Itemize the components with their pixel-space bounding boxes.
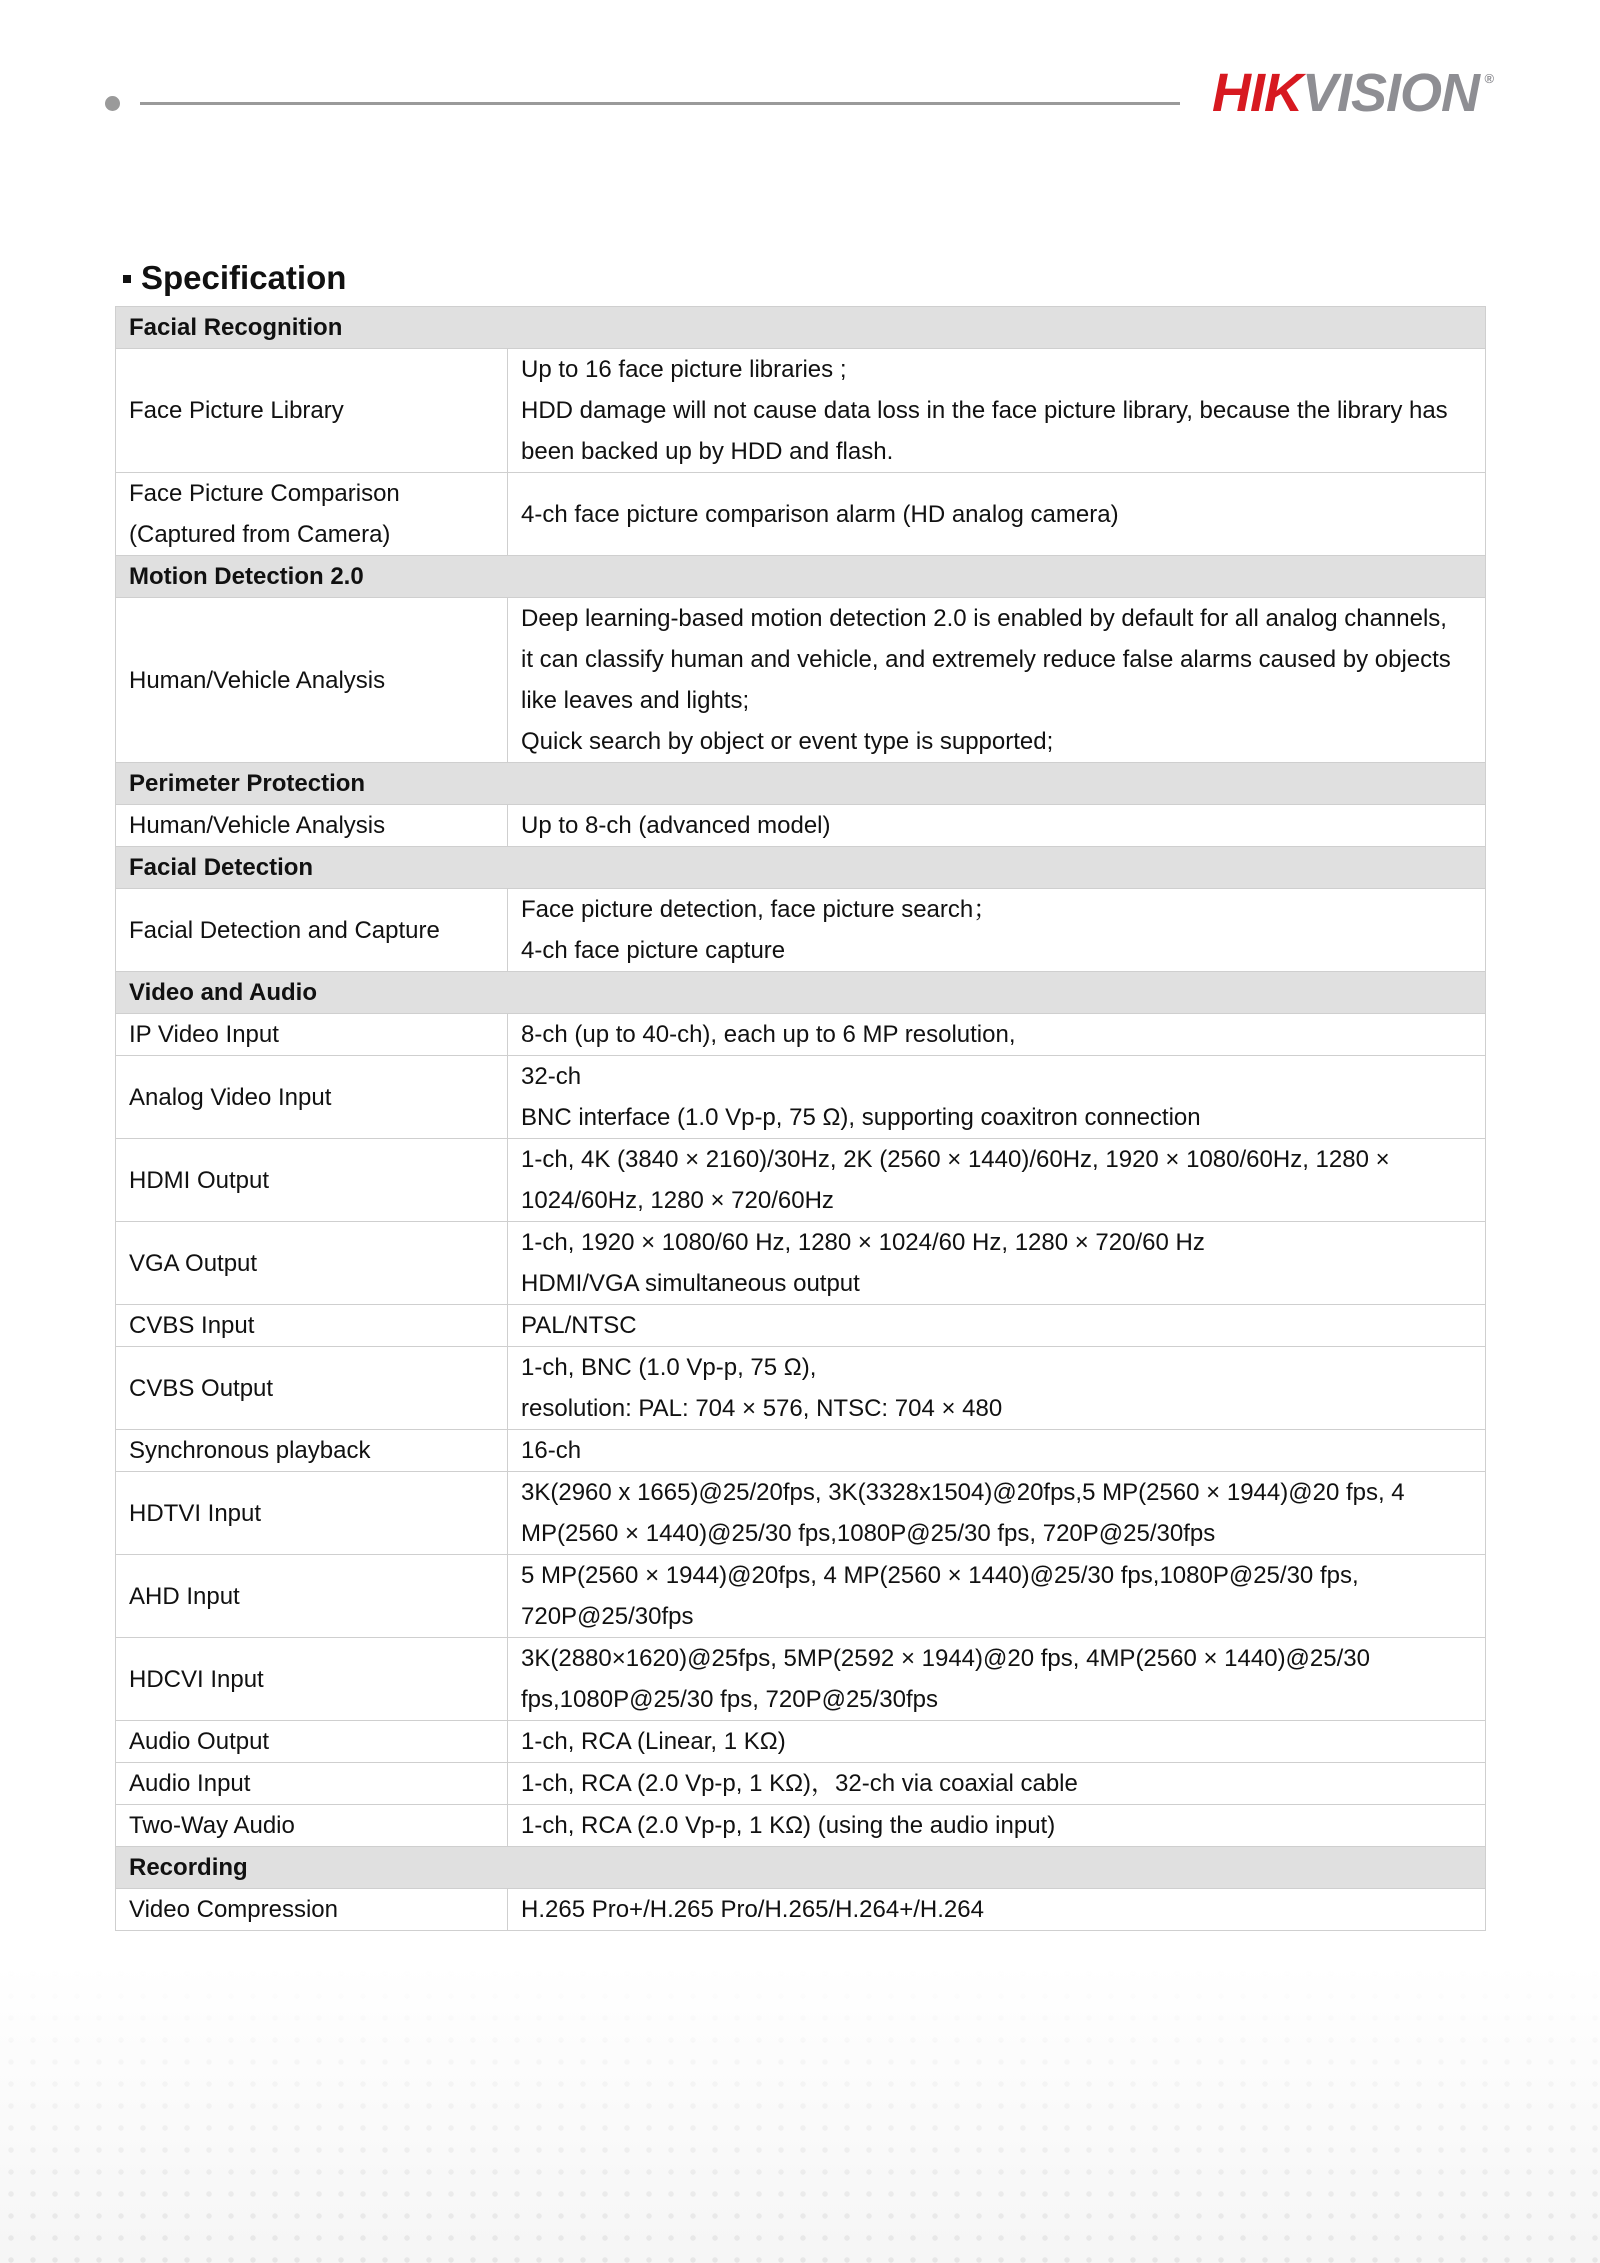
spec-value xyxy=(508,1305,1486,1347)
spec-value xyxy=(508,1763,1486,1805)
background-dot-pattern xyxy=(0,1963,1600,2263)
spec-label: CVBS Output xyxy=(116,1347,508,1430)
spec-value-line: 1-ch, 1920 × 1080/60 Hz, 1280 × 1024/60 Hz, 1280 × 720/60 Hz xyxy=(521,1229,1205,1256)
spec-value xyxy=(508,1056,1486,1139)
spec-row xyxy=(116,1763,1486,1805)
spec-value xyxy=(508,1430,1486,1472)
header-rule xyxy=(140,102,1180,105)
spec-label: Two-Way Audio xyxy=(116,1805,508,1847)
spec-table xyxy=(115,306,1486,1931)
spec-value-line: Face picture detection, face picture search； xyxy=(521,896,998,923)
spec-value-line: H.265 Pro+/H.265 Pro/H.265/H.264+/H.264 xyxy=(521,1896,984,1923)
spec-value xyxy=(508,889,1486,972)
spec-row xyxy=(116,598,1486,763)
spec-row xyxy=(116,1555,1486,1638)
spec-row xyxy=(116,1056,1486,1139)
section-header-row xyxy=(116,307,1486,349)
spec-value-line: 8-ch (up to 40-ch), each up to 6 MP resolution, xyxy=(521,1021,1016,1048)
hikvision-logo xyxy=(1212,63,1494,123)
spec-label: Analog Video Input xyxy=(116,1056,508,1139)
spec-label: VGA Output xyxy=(116,1222,508,1305)
title-bullet-icon xyxy=(123,275,131,283)
spec-label: Human/Vehicle Analysis xyxy=(116,598,508,763)
spec-label: Human/Vehicle Analysis xyxy=(116,805,508,847)
spec-label: Face Picture Library xyxy=(116,349,508,473)
spec-value-line: HDD damage will not cause data loss in the face picture library, because the library has been backed up by HDD and flash. xyxy=(521,397,1448,465)
spec-label: Audio Output xyxy=(116,1721,508,1763)
spec-value-line: 5 MP(2560 × 1944)@20fps, 4 MP(2560 × 1440)@25/30 fps,1080P@25/30 fps, 720P@25/30fps xyxy=(521,1562,1359,1630)
spec-row xyxy=(116,1305,1486,1347)
spec-value xyxy=(508,1805,1486,1847)
spec-row xyxy=(116,1805,1486,1847)
spec-value-line: Up to 8-ch (advanced model) xyxy=(521,812,831,839)
spec-value-line: 1-ch, RCA (Linear, 1 KΩ) xyxy=(521,1728,786,1755)
spec-value-line: 3K(2880×1620)@25fps, 5MP(2592 × 1944)@20 fps, 4MP(2560 × 1440)@25/30 fps,1080P@25/30 fps, 720P@25/30fps xyxy=(521,1645,1370,1713)
logo-vision: VISION xyxy=(1302,63,1480,123)
spec-label: Facial Detection and Capture xyxy=(116,889,508,972)
spec-value-line: PAL/NTSC xyxy=(521,1312,637,1339)
spec-value xyxy=(508,1014,1486,1056)
section-title: Facial Detection xyxy=(116,847,1486,889)
spec-row xyxy=(116,1889,1486,1931)
spec-label: Video Compression xyxy=(116,1889,508,1931)
section-title: Video and Audio xyxy=(116,972,1486,1014)
section-title: Motion Detection 2.0 xyxy=(116,556,1486,598)
page-title xyxy=(123,258,346,298)
spec-row xyxy=(116,1222,1486,1305)
spec-label: CVBS Input xyxy=(116,1305,508,1347)
spec-label: IP Video Input xyxy=(116,1014,508,1056)
spec-table-body xyxy=(116,307,1486,1931)
spec-value-line: 16-ch xyxy=(521,1437,582,1464)
spec-value xyxy=(508,1347,1486,1430)
spec-value xyxy=(508,473,1486,556)
section-header-row xyxy=(116,972,1486,1014)
spec-value xyxy=(508,1721,1486,1763)
section-header-row xyxy=(116,847,1486,889)
logo-hik: HIK xyxy=(1212,63,1302,123)
spec-value-line: 4-ch face picture capture xyxy=(521,937,786,964)
spec-row xyxy=(116,473,1486,556)
spec-value xyxy=(508,598,1486,763)
spec-value xyxy=(508,1139,1486,1222)
header-dot xyxy=(105,96,120,111)
spec-row xyxy=(116,349,1486,473)
spec-row xyxy=(116,1472,1486,1555)
spec-row xyxy=(116,1721,1486,1763)
spec-value-line: 1-ch, RCA (2.0 Vp-p, 1 KΩ) (using the audio input) xyxy=(521,1812,1056,1839)
spec-value-line: it can classify human and vehicle, and extremely reduce false alarms caused by objects like leaves and lights; xyxy=(521,646,1451,714)
spec-row xyxy=(116,1347,1486,1430)
section-header-row xyxy=(116,763,1486,805)
spec-value xyxy=(508,1555,1486,1638)
spec-value-line: HDMI/VGA simultaneous output xyxy=(521,1270,860,1297)
spec-value-line: 1-ch, RCA (2.0 Vp-p, 1 KΩ)，32-ch via coaxial cable xyxy=(521,1770,1078,1797)
spec-value-line: 3K(2960 x 1665)@25/20fps, 3K(3328x1504)@20fps,5 MP(2560 × 1944)@20 fps, 4 MP(2560 × 1440)@25/30 fps,1080P@25/30 fps, 720P@25/30fps xyxy=(521,1479,1405,1547)
spec-row xyxy=(116,889,1486,972)
section-title: Perimeter Protection xyxy=(116,763,1486,805)
spec-value xyxy=(508,349,1486,473)
spec-value-line: resolution: PAL: 704 × 576, NTSC: 704 × 480 xyxy=(521,1395,1003,1422)
section-title: Facial Recognition xyxy=(116,307,1486,349)
spec-value-line: 1-ch, 4K (3840 × 2160)/30Hz, 2K (2560 × 1440)/60Hz, 1920 × 1080/60Hz, 1280 × 1024/60Hz, 1280 × 720/60Hz xyxy=(521,1146,1390,1214)
spec-value-line: Up to 16 face picture libraries ; xyxy=(521,356,847,383)
spec-row xyxy=(116,1014,1486,1056)
spec-label: AHD Input xyxy=(116,1555,508,1638)
spec-row xyxy=(116,1638,1486,1721)
spec-value xyxy=(508,1638,1486,1721)
page-title-text: Specification xyxy=(141,259,347,296)
section-header-row xyxy=(116,1847,1486,1889)
spec-label: HDCVI Input xyxy=(116,1638,508,1721)
section-title: Recording xyxy=(116,1847,1486,1889)
spec-row xyxy=(116,805,1486,847)
spec-value-line: 32-ch xyxy=(521,1063,582,1090)
spec-label: HDTVI Input xyxy=(116,1472,508,1555)
spec-value-line: 1-ch, BNC (1.0 Vp-p, 75 Ω), xyxy=(521,1354,817,1381)
spec-value xyxy=(508,1472,1486,1555)
logo-registered-mark: ® xyxy=(1484,71,1494,86)
section-header-row xyxy=(116,556,1486,598)
spec-value xyxy=(508,1222,1486,1305)
spec-value-line: Deep learning-based motion detection 2.0 is enabled by default for all analog channels, xyxy=(521,605,1447,632)
spec-value xyxy=(508,1889,1486,1931)
spec-value-line: Quick search by object or event type is supported; xyxy=(521,728,1054,755)
spec-row xyxy=(116,1430,1486,1472)
spec-value-line: 4-ch face picture comparison alarm (HD analog camera) xyxy=(521,500,1119,528)
spec-value-line: BNC interface (1.0 Vp-p, 75 Ω), supporting coaxitron connection xyxy=(521,1104,1201,1131)
spec-value xyxy=(508,805,1486,847)
spec-label: Audio Input xyxy=(116,1763,508,1805)
spec-row xyxy=(116,1139,1486,1222)
spec-label: Face Picture Comparison (Captured from Camera) xyxy=(116,473,508,556)
spec-label: Synchronous playback xyxy=(116,1430,508,1472)
spec-label: HDMI Output xyxy=(116,1139,508,1222)
